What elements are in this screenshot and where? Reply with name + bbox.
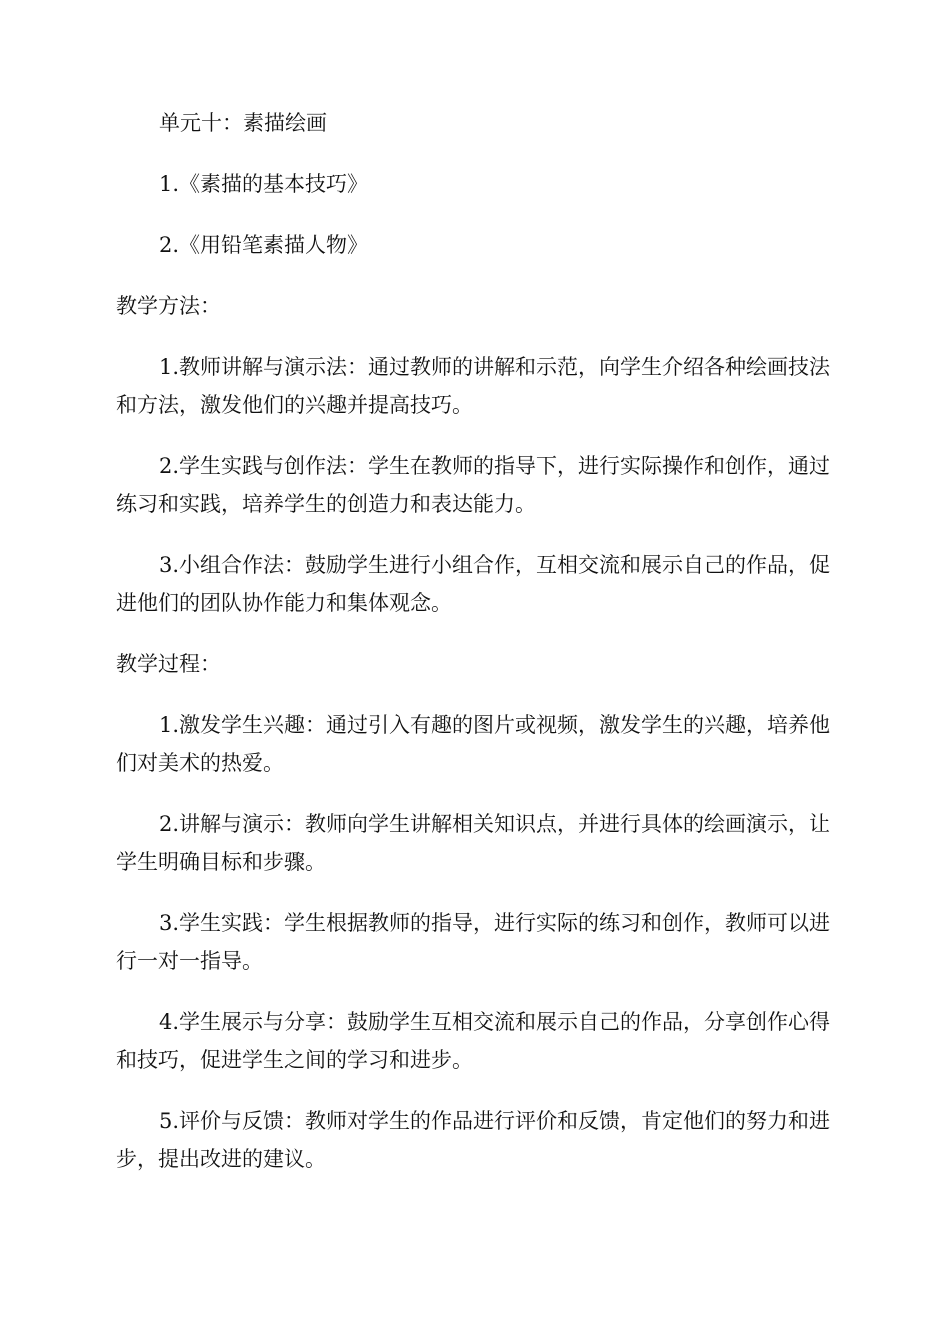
document-body [116, 104, 836, 1201]
method-item: 3.小组合作法：鼓励学生进行小组合作，互相交流和展示自己的作品，促进他们的团队协作能力和集体观念。 [116, 553, 831, 615]
unit-title: 单元十：素描绘画 [159, 111, 327, 135]
method-item: 2.学生实践与创作法：学生在教师的指导下，进行实际操作和创作，通过练习和实践，培养学生的创造力和表达能力。 [116, 454, 831, 516]
process-item: 3.学生实践：学生根据教师的指导，进行实际的练习和创作，教师可以进行一对一指导。 [116, 911, 831, 973]
method-item: 1.教师讲解与演示法：通过教师的讲解和示范，向学生介绍各种绘画技法和方法，激发他们的兴趣并提高技巧。 [116, 355, 831, 417]
methods-heading: 教学方法： [116, 294, 221, 318]
process-item: 5.评价与反馈：教师对学生的作品进行评价和反馈，肯定他们的努力和进步，提出改进的建议。 [116, 1109, 831, 1171]
process-item: 4.学生展示与分享：鼓励学生互相交流和展示自己的作品，分享创作心得和技巧，促进学生之间的学习和进步。 [116, 1010, 831, 1072]
unit-item: 2.《用铅笔素描人物》 [159, 233, 369, 257]
process-item: 1.激发学生兴趣：通过引入有趣的图片或视频，激发学生的兴趣，培养他们对美术的热爱。 [116, 713, 831, 775]
process-heading: 教学过程： [116, 652, 221, 676]
unit-item: 1.《素描的基本技巧》 [159, 172, 369, 196]
process-item: 2.讲解与演示：教师向学生讲解相关知识点，并进行具体的绘画演示，让学生明确目标和步骤。 [116, 812, 831, 874]
